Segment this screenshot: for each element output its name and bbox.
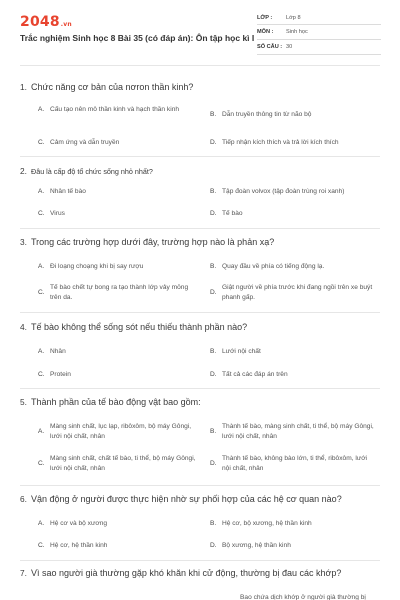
option-text: Tất cả các đáp án trên [222,371,288,378]
option-letter: D. [210,542,217,549]
question-number: 2. [20,166,27,176]
header-divider [20,65,380,66]
option-text: Lưới nội chất [222,348,261,355]
option-a[interactable] [38,262,208,272]
option-letter: A. [38,348,45,355]
option-c[interactable] [38,138,198,148]
option-text: Giật người về phía trước khi đang ngồi trên xe buýt phanh gấp. [222,284,373,301]
meta-row-class [257,11,381,25]
option-text: Virus [50,210,65,217]
option-letter: C. [38,139,45,146]
option-d[interactable] [210,209,382,219]
option-a[interactable] [38,187,198,197]
option-text: Dẫn truyền thông tin từ não bộ [222,111,312,118]
option-letter: C. [38,210,45,217]
question-text-row [20,322,382,336]
question-1 [20,82,382,146]
option-a[interactable] [38,347,198,357]
question-number: 3. [20,237,27,247]
meta-info [257,11,381,55]
option-letter: B. [210,263,217,270]
question-text-row [20,237,382,251]
option-letter: B. [210,188,217,195]
option-d[interactable] [210,541,382,551]
meta-row-subject [257,25,381,40]
question-6 [20,494,382,549]
option-text: Cảm ứng và dẫn truyền [50,139,120,146]
option-text: Tế bào chết tự bong ra tạo thành lớp vảy mỏng trên da. [50,284,189,301]
option-text: Hệ cơ, hệ thần kinh [50,542,108,549]
option-b[interactable] [210,110,382,120]
option-d[interactable] [210,454,382,474]
question-text-row [20,82,382,96]
option-text: Màng sinh chất, chất tế bào, ti thể, bộ máy Gôngi, lưới nội chất, nhân [50,455,196,472]
option-letter: D. [210,460,217,467]
option-letter: C. [38,371,45,378]
meta-label: MÔN : [257,29,274,35]
site-logo[interactable]: 2048.vn [20,14,72,30]
question-divider [20,312,380,313]
question-divider [20,228,380,229]
option-letter: A. [38,428,45,435]
option-text: Tiếp nhận kích thích và trả lời kích thích [222,139,339,146]
meta-value: Lớp 8 [286,14,301,21]
question-number: 7. [20,568,27,578]
question-7 [20,568,382,600]
option-c[interactable] [38,454,208,474]
option-c[interactable] [38,209,198,219]
question-text-row [20,166,382,180]
question-number: 1. [20,82,27,92]
option-c[interactable] [38,541,198,551]
option-d[interactable] [210,283,382,303]
question-2 [20,166,382,217]
option-text: Bao chứa dịch khớp ở người già thường bị [240,594,366,600]
option-letter: A. [38,188,45,195]
question-text: Trong các trường hợp dưới đây, trường hợp nào là phản xạ? [31,237,275,247]
option-text: Thành tế bào, không bào lớn, ti thể, ribôxôm, lưới nội chất, nhân [222,455,368,472]
page-title: Trắc nghiệm Sinh học 8 Bài 35 (có đáp án): Ôn tập học kì I [20,33,255,43]
option-text: Đi loạng choạng khi bị say rượu [50,263,144,270]
option-a[interactable] [38,422,208,442]
option-b[interactable] [210,187,382,197]
question-divider [20,388,380,389]
option-letter: B. [210,428,217,435]
option-b[interactable] [210,262,382,272]
option-a[interactable] [38,105,198,115]
question-text: Đâu là cấp độ tổ chức sống nhỏ nhất? [31,167,153,176]
question-divider [20,560,380,561]
option-text: Bộ xương, hệ thần kinh [222,542,291,549]
meta-value: 30 [286,44,293,50]
option-letter: D. [210,139,217,146]
option-b[interactable] [210,347,382,357]
option-d[interactable] [210,138,382,148]
option-text: Quay đầu về phía có tiếng động lạ. [222,263,325,270]
option-c[interactable] [38,283,208,303]
question-text: Vận động ở người được thực hiện nhờ sự phối hợp của các hệ cơ quan nào? [31,494,342,504]
meta-label: SỐ CÂU : [257,44,283,50]
option-letter: D. [210,210,217,217]
option-letter: B. [210,111,217,118]
option-b[interactable] [210,422,382,442]
option-letter: C. [38,542,45,549]
option-text: Hệ cơ, bộ xương, hệ thần kinh [222,520,312,527]
option-text: Thành tế bào, màng sinh chất, ti thể, bộ máy Gôngi, lưới nội chất, nhân [222,423,374,440]
question-divider [20,485,380,486]
question-3 [20,237,382,301]
question-4 [20,322,382,378]
question-number: 5. [20,397,27,407]
question-divider [20,156,380,157]
option-b[interactable] [240,593,382,600]
question-number: 4. [20,322,27,332]
option-text: Cấu tạo nên mô thần kinh và hạch thần kinh [50,106,180,113]
meta-row-count [257,40,381,55]
meta-value: Sinh học [286,29,308,35]
option-letter: B. [210,348,217,355]
option-letter: C. [38,460,45,467]
option-text: Hệ cơ và bộ xương [50,520,108,527]
question-text-row [20,494,382,508]
question-5 [20,397,382,472]
option-letter: C. [38,289,45,296]
option-letter: D. [210,289,217,296]
question-text-row [20,568,382,582]
option-letter: A. [38,106,45,113]
option-c[interactable] [38,370,198,380]
question-number: 6. [20,494,27,504]
question-text-row [20,397,382,411]
option-letter: B. [210,520,217,527]
meta-label: LỚP : [257,14,273,21]
option-text: Nhân [50,348,66,355]
question-text: Vì sao người già thường gặp khó khăn khi cử động, thường bị đau các khớp? [31,568,342,578]
option-text: Tập đoàn volvox (tập đoàn trùng roi xanh) [222,188,345,195]
option-d[interactable] [210,370,382,380]
option-text: Protein [50,371,71,378]
option-letter: A. [38,263,45,270]
option-text: Nhân tế bào [50,188,86,195]
option-a[interactable] [38,519,198,529]
document-header [0,0,400,64]
option-b[interactable] [210,519,382,529]
question-text: Chức năng cơ bản của nơron thần kinh? [31,82,194,92]
question-text: Thành phần của tế bào động vật bao gồm: [31,397,201,407]
option-text: Tế bào [222,210,243,217]
question-text: Tế bào không thể sống sót nếu thiếu thành phần nào? [31,322,248,332]
option-text: Màng sinh chất, lục lạp, ribôxôm, bộ máy Gôngi, lưới nội chất, nhân [50,423,192,440]
option-letter: A. [38,520,45,527]
option-letter: D. [210,371,217,378]
